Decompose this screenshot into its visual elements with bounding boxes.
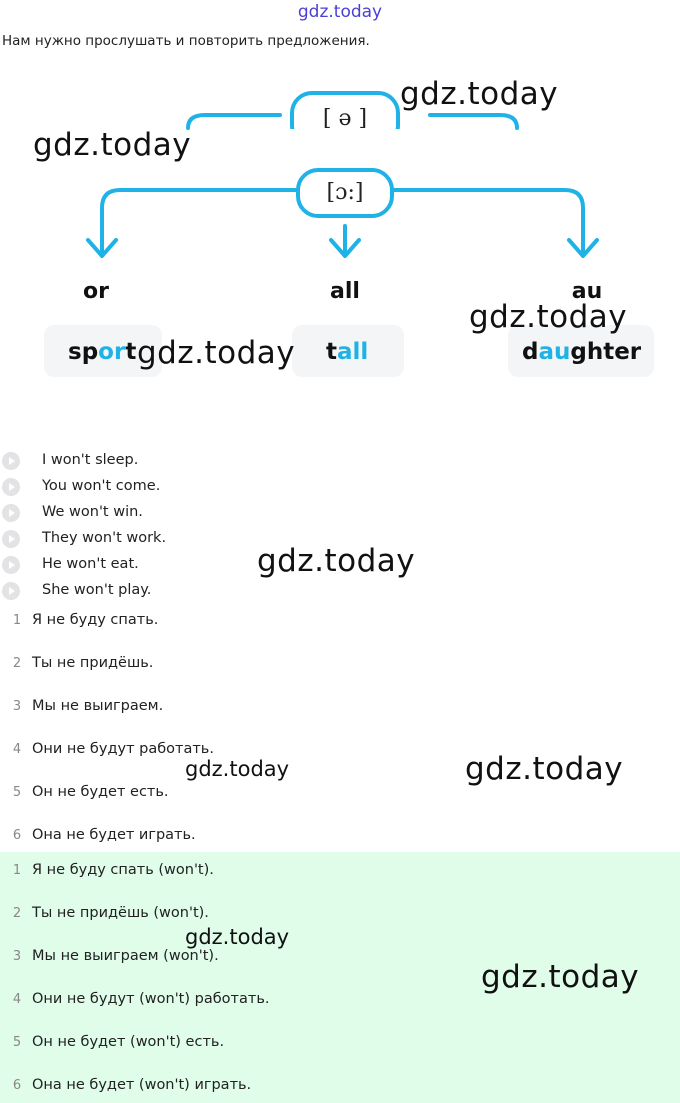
sentence-3: We won't win. [42,504,143,520]
sentence-5: He won't eat. [42,556,139,572]
translation-number: 5 [12,785,22,800]
answer-number: 3 [12,949,22,964]
answer-2: Ты не придёшь (won't). [32,905,209,921]
example-daughter-highlight: au [538,339,571,365]
translation-2: Ты не придёшь. [32,655,154,671]
example-daughter-post: ghter [570,339,642,365]
play-icon[interactable] [2,582,20,600]
watermark: gdz.today [400,76,559,112]
top-right-connector [430,115,517,128]
example-tall-highlight: all [337,339,369,365]
right-branch-line [393,190,583,252]
main-sound-pill [296,168,394,218]
example-tall-pre: t [326,339,337,365]
answer-number: 1 [12,863,22,878]
translation-number: 3 [12,699,22,714]
answer-1: Я не буду спать (won't). [32,862,214,878]
example-card-tall [292,325,404,377]
answer-3: Мы не выиграем (won't). [32,948,219,964]
watermark: gdz.today [469,299,628,335]
example-sport-pre: sp [68,339,99,365]
watermark: gdz.today [137,335,296,371]
translation-number: 2 [12,656,22,671]
translation-4: Они не будут работать. [32,741,214,757]
answer-4: Они не будут (won't) работать. [32,991,270,1007]
translation-number: 6 [12,828,22,843]
left-branch-line [102,190,297,252]
watermark: gdz.today [465,751,624,787]
main-sound-label: [ɔ:] [326,180,364,205]
watermark: gdz.today [185,757,290,781]
branch-label-all: all [330,279,360,304]
watermark: gdz.today [33,127,192,163]
branch-label-au: au [571,279,603,304]
example-daughter-pre: d [522,339,539,365]
play-icon[interactable] [2,530,20,548]
top-sound-pill-clip [290,91,400,129]
answer-number: 2 [12,906,22,921]
sentence-1: I won't sleep. [42,452,139,468]
answer-number: 4 [12,992,22,1007]
translation-1: Я не буду спать. [32,612,159,628]
top-watermark: gdz.today [297,2,383,22]
watermark: gdz.today [481,959,640,995]
watermark: gdz.today [185,925,290,949]
watermark: gdz.today [257,543,416,579]
translation-3: Мы не выиграем. [32,698,164,714]
example-sport-highlight: or [98,339,126,365]
answer-5: Он не будет (won't) есть. [32,1034,225,1050]
top-left-connector [188,115,280,128]
answer-number: 5 [12,1035,22,1050]
play-icon[interactable] [2,478,20,496]
play-icon[interactable] [2,556,20,574]
translation-number: 4 [12,742,22,757]
answer-number: 6 [12,1078,22,1093]
translation-number: 1 [12,613,22,628]
sentence-6: She won't play. [42,582,152,598]
branch-label-or: or [83,279,109,304]
top-sound-pill [290,91,400,129]
translation-5: Он не будет есть. [32,784,169,800]
translation-6: Она не будет играть. [32,827,196,843]
example-sport-post: t [125,339,137,365]
play-icon[interactable] [2,504,20,522]
top-sound-label: [ ə ] [322,106,368,129]
sentence-4: They won't work. [42,530,167,546]
intro-text: Нам нужно прослушать и повторить предложения. [2,33,370,49]
sentence-2: You won't come. [42,478,161,494]
answer-6: Она не будет (won't) играть. [32,1077,252,1093]
play-icon[interactable] [2,452,20,470]
